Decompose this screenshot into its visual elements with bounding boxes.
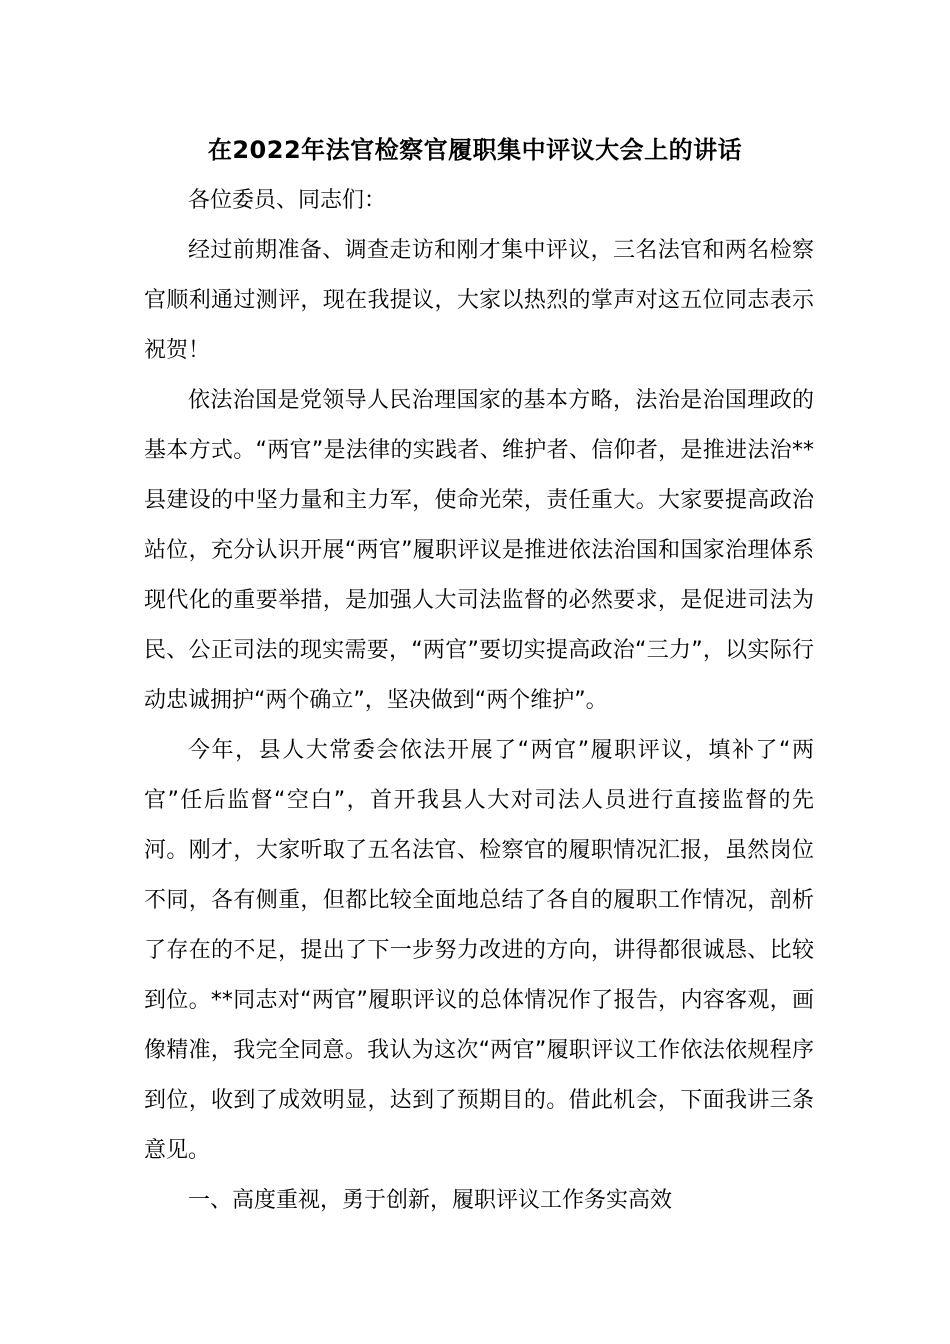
body-paragraph: 今年，县人大常委会依法开展了“两官”履职评议，填补了“两官”任后监督“空白”，首开我县人大对司法人员进行直接监督的先河。刚才，大家听取了五名法官、检察官的履职情况汇报，虽然岗位不同，各有侧重，但都比较全面地总结了各自的履职工作情况，剖析了存在的不足，提出了下一步努力改进的方向，讲得都很诚恳、比较到位。**同志对“两官”履职评议的总体情况作了报告，内容客观，画像精准，我完全同意。我认为这次“两官”履职评议工作依法依规程序到位，收到了成效明显，达到了预期目的。借此机会，下面我讲三条意见。 [144,738,814,1163]
body-paragraph: 经过前期准备、调查走访和刚才集中评议，三名法官和两名检察官顺利通过测评，现在我提议，大家以热烈的掌声对这五位同志表示祝贺！ [144,238,814,363]
salutation-paragraph: 各位委员、同志们： [188,188,387,213]
document-body [144,176,814,1226]
body-paragraph: 依法治国是党领导人民治理国家的基本方略，法治是治国理政的基本方式。“两官”是法律的实践者、维护者、信仰者，是推进法治**县建设的中坚力量和主力军，使命光荣，责任重大。大家要提高政治站位，充分认识开展“两官”履职评议是推进依法治国和国家治理体系现代化的重要举措，是加强人大司法监督的必然要求，是促进司法为民、公正司法的现实需要，“两官”要切实提高政治“三力”，以实际行动忠诚拥护“两个确立”，坚决做到“两个维护”。 [144,388,814,713]
document-title: 在2022年法官检察官履职集中评议大会上的讲话 [207,136,743,164]
section-heading: 一、高度重视，勇于创新，履职评议工作务实高效 [188,1188,673,1213]
